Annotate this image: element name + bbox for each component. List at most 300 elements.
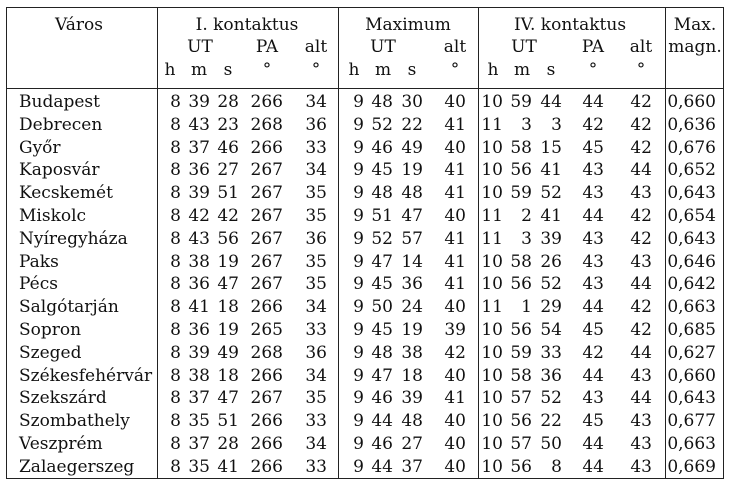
first-contact-hour: 8 xyxy=(170,114,181,135)
fourth-contact-second: 52 xyxy=(540,183,562,204)
maximum-minute: 45 xyxy=(371,320,393,340)
fourth-contact-alt: 43 xyxy=(630,365,652,386)
max-magnitude: 0,646 xyxy=(667,251,716,272)
first-contact-pa: 267 xyxy=(250,160,283,181)
first-contact-minute: 37 xyxy=(188,388,210,409)
first-contact-hour: 8 xyxy=(170,411,181,432)
maximum-second: 37 xyxy=(401,456,423,477)
maximum-alt: 41 xyxy=(444,228,466,249)
fourth-contact-pa: 43 xyxy=(582,228,604,249)
header-ut: UT xyxy=(187,37,213,57)
maximum-alt: 40 xyxy=(444,434,466,454)
header-max-magnitude-line1: Max. xyxy=(673,15,717,35)
maximum-hour: 9 xyxy=(353,137,364,158)
first-contact-minute: 39 xyxy=(188,342,210,363)
first-contact-second: 51 xyxy=(217,411,239,432)
first-contact-alt: 34 xyxy=(305,297,327,318)
maximum-hour: 9 xyxy=(353,206,364,226)
first-contact-hour: 8 xyxy=(170,456,181,477)
header-s: s xyxy=(223,60,233,80)
fourth-contact-pa: 45 xyxy=(582,137,604,158)
header-deg: ° xyxy=(588,60,598,80)
fourth-contact-minute: 1 xyxy=(521,297,532,318)
first-contact-alt: 35 xyxy=(305,388,327,409)
header-h: h xyxy=(164,60,176,80)
city-cell: Budapest xyxy=(19,92,100,112)
first-contact-minute: 43 xyxy=(188,228,210,249)
maximum-minute: 47 xyxy=(371,365,393,386)
fourth-contact-minute: 56 xyxy=(510,411,532,432)
maximum-second: 30 xyxy=(401,92,423,112)
header-m: m xyxy=(374,60,392,80)
maximum-hour: 9 xyxy=(353,228,364,249)
fourth-contact-pa: 45 xyxy=(582,411,604,432)
fourth-contact-second: 36 xyxy=(540,365,562,386)
maximum-hour: 9 xyxy=(353,251,364,272)
fourth-contact-second: 54 xyxy=(540,320,562,340)
maximum-alt: 40 xyxy=(444,456,466,477)
first-contact-alt: 33 xyxy=(305,137,327,158)
first-contact-second: 47 xyxy=(217,274,239,295)
fourth-contact-alt: 42 xyxy=(630,137,652,158)
first-contact-alt: 35 xyxy=(305,183,327,204)
first-contact-pa: 268 xyxy=(250,342,283,363)
first-contact-minute: 35 xyxy=(188,456,210,477)
fourth-contact-minute: 3 xyxy=(521,114,532,135)
city-cell: Sopron xyxy=(19,320,82,340)
first-contact-second: 51 xyxy=(217,183,239,204)
column-divider xyxy=(338,8,339,478)
max-magnitude: 0,636 xyxy=(667,114,716,135)
header-ut: UT xyxy=(370,37,396,57)
first-contact-minute: 36 xyxy=(188,274,210,295)
first-contact-alt: 36 xyxy=(305,228,327,249)
first-contact-alt: 35 xyxy=(305,274,327,295)
fourth-contact-minute: 59 xyxy=(510,92,532,112)
maximum-minute: 50 xyxy=(371,297,393,318)
maximum-hour: 9 xyxy=(353,297,364,318)
header-deg: ° xyxy=(311,60,321,80)
first-contact-pa: 267 xyxy=(250,228,283,249)
fourth-contact-alt: 44 xyxy=(630,342,652,363)
first-contact-hour: 8 xyxy=(170,274,181,295)
fourth-contact-pa: 43 xyxy=(582,160,604,181)
city-cell: Nyíregyháza xyxy=(19,228,128,249)
maximum-second: 49 xyxy=(401,137,423,158)
header-deg: ° xyxy=(262,60,272,80)
fourth-contact-second: 26 xyxy=(540,251,562,272)
first-contact-alt: 33 xyxy=(305,456,327,477)
maximum-hour: 9 xyxy=(353,411,364,432)
first-contact-hour: 8 xyxy=(170,228,181,249)
first-contact-pa: 266 xyxy=(250,365,283,386)
first-contact-second: 28 xyxy=(217,92,239,112)
city-cell: Kecskemét xyxy=(19,183,113,204)
first-contact-hour: 8 xyxy=(170,206,181,226)
fourth-contact-second: 41 xyxy=(540,160,562,181)
header-city: Város xyxy=(55,15,103,35)
maximum-minute: 44 xyxy=(371,456,393,477)
maximum-second: 19 xyxy=(401,160,423,181)
first-contact-hour: 8 xyxy=(170,251,181,272)
fourth-contact-alt: 44 xyxy=(630,274,652,295)
first-contact-pa: 267 xyxy=(250,183,283,204)
header-m: m xyxy=(190,60,208,80)
first-contact-minute: 42 xyxy=(188,206,210,226)
first-contact-pa: 265 xyxy=(250,320,283,340)
first-contact-minute: 43 xyxy=(188,114,210,135)
maximum-second: 57 xyxy=(401,228,423,249)
maximum-hour: 9 xyxy=(353,114,364,135)
maximum-alt: 41 xyxy=(444,388,466,409)
first-contact-alt: 36 xyxy=(305,342,327,363)
maximum-second: 47 xyxy=(401,206,423,226)
first-contact-hour: 8 xyxy=(170,160,181,181)
fourth-contact-alt: 42 xyxy=(630,92,652,112)
maximum-minute: 46 xyxy=(371,137,393,158)
fourth-contact-second: 41 xyxy=(540,206,562,226)
fourth-contact-pa: 45 xyxy=(582,320,604,340)
city-cell: Győr xyxy=(19,137,61,158)
maximum-minute: 45 xyxy=(371,160,393,181)
fourth-contact-hour: 10 xyxy=(481,183,503,204)
fourth-contact-alt: 42 xyxy=(630,297,652,318)
maximum-minute: 47 xyxy=(371,251,393,272)
first-contact-hour: 8 xyxy=(170,92,181,112)
first-contact-minute: 37 xyxy=(188,137,210,158)
fourth-contact-pa: 44 xyxy=(582,456,604,477)
first-contact-minute: 39 xyxy=(188,92,210,112)
first-contact-alt: 34 xyxy=(305,92,327,112)
first-contact-pa: 266 xyxy=(250,137,283,158)
fourth-contact-pa: 44 xyxy=(582,297,604,318)
first-contact-hour: 8 xyxy=(170,297,181,318)
first-contact-minute: 35 xyxy=(188,411,210,432)
first-contact-minute: 37 xyxy=(188,434,210,454)
first-contact-hour: 8 xyxy=(170,320,181,340)
first-contact-hour: 8 xyxy=(170,137,181,158)
first-contact-second: 46 xyxy=(217,137,239,158)
fourth-contact-alt: 43 xyxy=(630,434,652,454)
maximum-minute: 52 xyxy=(371,114,393,135)
first-contact-pa: 267 xyxy=(250,251,283,272)
fourth-contact-hour: 10 xyxy=(481,342,503,363)
max-magnitude: 0,663 xyxy=(667,434,716,454)
column-divider xyxy=(157,8,158,478)
maximum-second: 27 xyxy=(401,434,423,454)
fourth-contact-second: 52 xyxy=(540,274,562,295)
fourth-contact-pa: 43 xyxy=(582,183,604,204)
maximum-hour: 9 xyxy=(353,365,364,386)
header-alt: alt xyxy=(304,37,328,57)
fourth-contact-pa: 44 xyxy=(582,206,604,226)
fourth-contact-minute: 3 xyxy=(521,228,532,249)
first-contact-pa: 267 xyxy=(250,388,283,409)
maximum-alt: 40 xyxy=(444,137,466,158)
maximum-hour: 9 xyxy=(353,434,364,454)
fourth-contact-second: 50 xyxy=(540,434,562,454)
maximum-minute: 46 xyxy=(371,388,393,409)
first-contact-second: 49 xyxy=(217,342,239,363)
fourth-contact-hour: 10 xyxy=(481,411,503,432)
fourth-contact-hour: 11 xyxy=(481,297,503,318)
column-divider xyxy=(665,8,666,478)
first-contact-alt: 33 xyxy=(305,320,327,340)
fourth-contact-hour: 10 xyxy=(481,251,503,272)
maximum-hour: 9 xyxy=(353,456,364,477)
first-contact-hour: 8 xyxy=(170,365,181,386)
first-contact-alt: 36 xyxy=(305,114,327,135)
fourth-contact-minute: 56 xyxy=(510,320,532,340)
maximum-minute: 48 xyxy=(371,92,393,112)
first-contact-second: 18 xyxy=(217,365,239,386)
fourth-contact-second: 22 xyxy=(540,411,562,432)
maximum-alt: 40 xyxy=(444,92,466,112)
fourth-contact-second: 15 xyxy=(540,137,562,158)
fourth-contact-minute: 56 xyxy=(510,456,532,477)
first-contact-minute: 36 xyxy=(188,320,210,340)
fourth-contact-hour: 10 xyxy=(481,92,503,112)
first-contact-pa: 267 xyxy=(250,206,283,226)
header-alt: alt xyxy=(629,37,653,57)
first-contact-second: 18 xyxy=(217,297,239,318)
header-divider xyxy=(7,88,723,89)
maximum-minute: 51 xyxy=(371,206,393,226)
fourth-contact-alt: 42 xyxy=(630,114,652,135)
max-magnitude: 0,643 xyxy=(667,183,716,204)
first-contact-second: 19 xyxy=(217,320,239,340)
maximum-hour: 9 xyxy=(353,160,364,181)
first-contact-hour: 8 xyxy=(170,183,181,204)
header-fourth-contact: IV. kontaktus xyxy=(513,15,627,35)
first-contact-second: 47 xyxy=(217,388,239,409)
max-magnitude: 0,643 xyxy=(667,388,716,409)
first-contact-second: 28 xyxy=(217,434,239,454)
maximum-second: 39 xyxy=(401,388,423,409)
fourth-contact-hour: 10 xyxy=(481,137,503,158)
header-deg: ° xyxy=(450,60,460,80)
maximum-hour: 9 xyxy=(353,183,364,204)
maximum-second: 19 xyxy=(401,320,423,340)
fourth-contact-hour: 11 xyxy=(481,206,503,226)
fourth-contact-hour: 11 xyxy=(481,228,503,249)
fourth-contact-pa: 44 xyxy=(582,365,604,386)
fourth-contact-second: 8 xyxy=(551,456,562,477)
fourth-contact-second: 44 xyxy=(540,92,562,112)
first-contact-second: 56 xyxy=(217,228,239,249)
fourth-contact-minute: 58 xyxy=(510,365,532,386)
fourth-contact-alt: 42 xyxy=(630,228,652,249)
fourth-contact-alt: 43 xyxy=(630,411,652,432)
maximum-alt: 39 xyxy=(444,320,466,340)
max-magnitude: 0,660 xyxy=(667,92,716,112)
fourth-contact-minute: 58 xyxy=(510,251,532,272)
max-magnitude: 0,660 xyxy=(667,365,716,386)
max-magnitude: 0,642 xyxy=(667,274,716,295)
maximum-alt: 41 xyxy=(444,251,466,272)
fourth-contact-hour: 11 xyxy=(481,114,503,135)
column-divider xyxy=(478,8,479,478)
fourth-contact-pa: 44 xyxy=(582,434,604,454)
maximum-second: 24 xyxy=(401,297,423,318)
maximum-alt: 40 xyxy=(444,411,466,432)
maximum-second: 38 xyxy=(401,342,423,363)
city-cell: Kaposvár xyxy=(19,160,100,181)
maximum-minute: 48 xyxy=(371,342,393,363)
maximum-alt: 41 xyxy=(444,160,466,181)
first-contact-pa: 266 xyxy=(250,92,283,112)
city-cell: Zalaegerszeg xyxy=(19,456,135,477)
city-cell: Szeged xyxy=(19,342,82,363)
maximum-alt: 42 xyxy=(444,342,466,363)
maximum-second: 48 xyxy=(401,183,423,204)
maximum-hour: 9 xyxy=(353,388,364,409)
maximum-alt: 41 xyxy=(444,114,466,135)
header-m: m xyxy=(513,60,531,80)
fourth-contact-minute: 57 xyxy=(510,434,532,454)
first-contact-second: 42 xyxy=(217,206,239,226)
city-cell: Pécs xyxy=(19,274,58,295)
fourth-contact-alt: 44 xyxy=(630,388,652,409)
maximum-alt: 40 xyxy=(444,365,466,386)
maximum-alt: 40 xyxy=(444,297,466,318)
max-magnitude: 0,676 xyxy=(667,137,716,158)
fourth-contact-pa: 44 xyxy=(582,92,604,112)
city-cell: Szombathely xyxy=(19,411,130,432)
fourth-contact-minute: 57 xyxy=(510,388,532,409)
maximum-hour: 9 xyxy=(353,274,364,295)
city-cell: Debrecen xyxy=(19,114,103,135)
first-contact-second: 27 xyxy=(217,160,239,181)
fourth-contact-hour: 10 xyxy=(481,388,503,409)
fourth-contact-alt: 42 xyxy=(630,320,652,340)
first-contact-alt: 35 xyxy=(305,251,327,272)
header-s: s xyxy=(407,60,417,80)
fourth-contact-minute: 2 xyxy=(521,206,532,226)
max-magnitude: 0,677 xyxy=(667,411,716,432)
first-contact-second: 19 xyxy=(217,251,239,272)
first-contact-second: 23 xyxy=(217,114,239,135)
eclipse-contact-table xyxy=(6,7,724,479)
first-contact-pa: 268 xyxy=(250,114,283,135)
fourth-contact-hour: 10 xyxy=(481,160,503,181)
maximum-hour: 9 xyxy=(353,92,364,112)
header-alt: alt xyxy=(443,37,467,57)
city-cell: Paks xyxy=(19,251,59,272)
header-h: h xyxy=(348,60,360,80)
fourth-contact-second: 39 xyxy=(540,228,562,249)
fourth-contact-pa: 43 xyxy=(582,274,604,295)
fourth-contact-alt: 42 xyxy=(630,206,652,226)
city-cell: Székesfehérvár xyxy=(19,365,153,386)
maximum-hour: 9 xyxy=(353,320,364,340)
city-cell: Miskolc xyxy=(19,206,87,226)
max-magnitude: 0,669 xyxy=(667,456,716,477)
first-contact-hour: 8 xyxy=(170,388,181,409)
first-contact-pa: 266 xyxy=(250,411,283,432)
header-pa: PA xyxy=(581,37,605,57)
first-contact-minute: 41 xyxy=(188,297,210,318)
max-magnitude: 0,685 xyxy=(667,320,716,340)
fourth-contact-pa: 43 xyxy=(582,388,604,409)
max-magnitude: 0,643 xyxy=(667,228,716,249)
first-contact-minute: 39 xyxy=(188,183,210,204)
maximum-second: 14 xyxy=(401,251,423,272)
maximum-alt: 41 xyxy=(444,274,466,295)
maximum-minute: 45 xyxy=(371,274,393,295)
first-contact-hour: 8 xyxy=(170,342,181,363)
fourth-contact-alt: 43 xyxy=(630,456,652,477)
header-s: s xyxy=(546,60,556,80)
first-contact-alt: 33 xyxy=(305,411,327,432)
maximum-second: 36 xyxy=(401,274,423,295)
maximum-minute: 46 xyxy=(371,434,393,454)
first-contact-pa: 266 xyxy=(250,456,283,477)
fourth-contact-second: 3 xyxy=(551,114,562,135)
city-cell: Salgótarján xyxy=(19,297,119,318)
first-contact-pa: 266 xyxy=(250,297,283,318)
fourth-contact-minute: 56 xyxy=(510,160,532,181)
maximum-alt: 40 xyxy=(444,206,466,226)
fourth-contact-hour: 10 xyxy=(481,274,503,295)
fourth-contact-alt: 43 xyxy=(630,183,652,204)
max-magnitude: 0,654 xyxy=(667,206,716,226)
first-contact-hour: 8 xyxy=(170,434,181,454)
header-max-magnitude-line2: magn. xyxy=(668,37,722,57)
fourth-contact-pa: 43 xyxy=(582,251,604,272)
first-contact-pa: 266 xyxy=(250,434,283,454)
header-maximum: Maximum xyxy=(365,15,451,35)
fourth-contact-alt: 44 xyxy=(630,160,652,181)
maximum-second: 22 xyxy=(401,114,423,135)
city-cell: Veszprém xyxy=(19,434,103,454)
fourth-contact-pa: 42 xyxy=(582,114,604,135)
fourth-contact-minute: 58 xyxy=(510,137,532,158)
maximum-second: 18 xyxy=(401,365,423,386)
first-contact-pa: 267 xyxy=(250,274,283,295)
fourth-contact-minute: 59 xyxy=(510,342,532,363)
max-magnitude: 0,652 xyxy=(667,160,716,181)
first-contact-minute: 38 xyxy=(188,251,210,272)
fourth-contact-hour: 10 xyxy=(481,365,503,386)
header-deg: ° xyxy=(636,60,646,80)
fourth-contact-pa: 42 xyxy=(582,342,604,363)
fourth-contact-hour: 10 xyxy=(481,456,503,477)
first-contact-minute: 36 xyxy=(188,160,210,181)
city-cell: Szekszárd xyxy=(19,388,107,409)
maximum-hour: 9 xyxy=(353,342,364,363)
maximum-minute: 44 xyxy=(371,411,393,432)
fourth-contact-second: 33 xyxy=(540,342,562,363)
fourth-contact-hour: 10 xyxy=(481,320,503,340)
fourth-contact-hour: 10 xyxy=(481,434,503,454)
max-magnitude: 0,663 xyxy=(667,297,716,318)
fourth-contact-minute: 59 xyxy=(510,183,532,204)
header-first-contact: I. kontaktus xyxy=(195,15,299,35)
first-contact-alt: 34 xyxy=(305,434,327,454)
maximum-minute: 52 xyxy=(371,228,393,249)
first-contact-alt: 34 xyxy=(305,160,327,181)
maximum-minute: 48 xyxy=(371,183,393,204)
max-magnitude: 0,627 xyxy=(667,342,716,363)
fourth-contact-second: 52 xyxy=(540,388,562,409)
header-ut: UT xyxy=(511,37,537,57)
maximum-second: 48 xyxy=(401,411,423,432)
maximum-alt: 41 xyxy=(444,183,466,204)
header-pa: PA xyxy=(255,37,279,57)
first-contact-second: 41 xyxy=(217,456,239,477)
first-contact-minute: 38 xyxy=(188,365,210,386)
